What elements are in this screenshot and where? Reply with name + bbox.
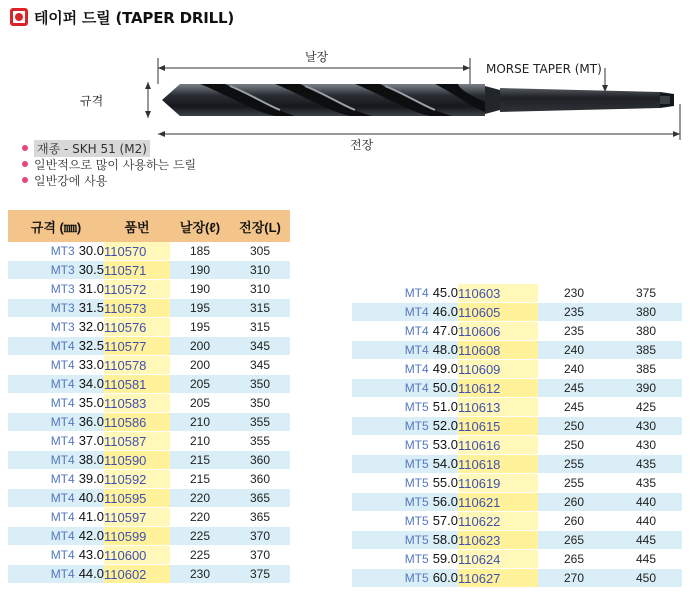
size-cell [8,394,104,413]
morse-taper: MT5 [404,533,429,547]
diameter: 39.0 [78,471,104,486]
flute-length-cell: 235 [538,322,610,341]
header-code: 품번 [104,210,170,242]
table-body-right [352,284,682,588]
flute-length-cell: 195 [170,299,230,318]
flute-length-cell: 250 [538,436,610,455]
flute-length-cell: 265 [538,531,610,550]
code-cell: 110600 [104,546,170,565]
overall-length-cell: 380 [610,322,682,341]
table-row [8,242,290,261]
overall-length-cell: 370 [230,546,290,565]
flute-length-label: 날장 [305,50,329,64]
diameter: 47.0 [432,323,458,338]
flute-length-cell: 185 [170,242,230,261]
table-row [352,398,682,417]
flute-length-cell: 240 [538,360,610,379]
morse-taper: MT5 [404,514,429,528]
size-cell [352,284,458,303]
morse-taper: MT4 [50,548,75,562]
diameter: 36.0 [78,414,104,429]
overall-length-cell: 375 [610,284,682,303]
code-cell: 110571 [104,261,170,280]
code-cell: 110570 [104,242,170,261]
bullet-icon [22,177,28,183]
code-cell: 110597 [104,508,170,527]
code-cell: 110606 [458,322,538,341]
table-body-left [8,242,290,584]
size-cell [8,565,104,584]
table-row [352,550,682,569]
overall-length-cell: 310 [230,280,290,299]
size-cell [8,508,104,527]
overall-length-cell: 390 [610,379,682,398]
code-cell: 110587 [104,432,170,451]
table-header-row [8,210,290,242]
diameter: 31.5 [78,300,104,315]
morse-taper: MT3 [50,263,75,277]
overall-length-cell: 355 [230,432,290,451]
morse-taper: MT3 [50,301,75,315]
table-row [8,261,290,280]
morse-taper: MT5 [404,571,429,585]
size-cell [8,432,104,451]
flute-length-cell: 190 [170,280,230,299]
flute-length-cell: 200 [170,337,230,356]
diameter: 31.0 [78,281,104,296]
morse-taper: MT5 [404,457,429,471]
code-cell: 110592 [104,470,170,489]
flute-length-cell: 240 [538,341,610,360]
diameter: 60.0 [432,570,458,585]
size-cell [352,512,458,531]
diameter: 44.0 [78,566,104,581]
flute-length-cell: 220 [170,489,230,508]
overall-length-cell: 350 [230,375,290,394]
table-row [8,546,290,565]
overall-length-cell: 380 [610,303,682,322]
page-title: 테이퍼 드릴 (TAPER DRILL) [34,8,234,27]
flute-length-cell: 200 [170,356,230,375]
size-cell [352,341,458,360]
diameter: 58.0 [432,532,458,547]
morse-taper: MT4 [50,339,75,353]
table-row [8,375,290,394]
morse-taper: MT3 [50,244,75,258]
code-cell: 110624 [458,550,538,569]
feature-item: 일반적으로 많이 사용하는 드릴 [22,156,196,172]
table-row [8,565,290,584]
size-cell [8,527,104,546]
morse-taper: MT4 [50,453,75,467]
flute-length-cell: 235 [538,303,610,322]
diameter: 50.0 [432,380,458,395]
table-row [352,303,682,322]
overall-length-cell: 345 [230,337,290,356]
size-cell [352,398,458,417]
code-cell: 110605 [458,303,538,322]
diameter: 43.0 [78,547,104,562]
overall-length-cell: 355 [230,413,290,432]
size-cell [352,379,458,398]
flute-length-cell: 205 [170,375,230,394]
diameter: 45.0 [432,285,458,300]
size-cell [352,493,458,512]
overall-length-cell: 440 [610,512,682,531]
size-cell [352,474,458,493]
code-cell: 110616 [458,436,538,455]
code-cell: 110623 [458,531,538,550]
overall-length-cell: 375 [230,565,290,584]
table-row [352,455,682,474]
morse-taper: MT4 [404,381,429,395]
code-cell: 110595 [104,489,170,508]
code-cell: 110627 [458,569,538,588]
diameter: 34.0 [78,376,104,391]
header-size: 규격 (㎜) [8,210,104,242]
diameter: 42.0 [78,528,104,543]
morse-taper: MT5 [404,438,429,452]
flute-length-cell: 225 [170,546,230,565]
overall-length-cell: 440 [610,493,682,512]
bullet-icon [22,161,28,167]
diameter: 41.0 [78,509,104,524]
table-row [352,379,682,398]
morse-taper: MT5 [404,400,429,414]
size-label: 규격 [80,94,104,108]
size-cell [352,303,458,322]
morse-taper: MT4 [50,415,75,429]
diameter: 32.5 [78,338,104,353]
overall-length-cell: 370 [230,527,290,546]
flute-length-cell: 225 [170,527,230,546]
code-cell: 110608 [458,341,538,360]
morse-taper: MT5 [404,552,429,566]
overall-length-cell: 365 [230,508,290,527]
shank-label: MORSE TAPER (MT) [486,62,602,76]
morse-taper: MT4 [50,434,75,448]
flute-length-cell: 245 [538,379,610,398]
size-cell [352,322,458,341]
flute-length-cell: 270 [538,569,610,588]
size-cell [8,280,104,299]
overall-length-cell: 385 [610,360,682,379]
table-row [352,493,682,512]
flute-length-cell: 215 [170,470,230,489]
size-cell [8,489,104,508]
morse-taper: MT4 [404,286,429,300]
table-row [352,417,682,436]
morse-taper: MT3 [50,282,75,296]
size-cell [352,569,458,588]
brand-logo-icon [10,8,28,26]
feature-item: 일반강에 사용 [22,172,196,188]
size-cell [8,242,104,261]
flute-length-cell: 220 [170,508,230,527]
size-cell [8,299,104,318]
overall-length-cell: 350 [230,394,290,413]
overall-length-cell: 435 [610,474,682,493]
diameter: 46.0 [432,304,458,319]
code-cell: 110599 [104,527,170,546]
table-row [352,531,682,550]
spec-table-right [352,284,682,588]
code-cell: 110576 [104,318,170,337]
morse-taper: MT4 [50,529,75,543]
overall-length-cell: 445 [610,550,682,569]
flute-length-cell: 195 [170,318,230,337]
flute-length-cell: 215 [170,451,230,470]
morse-taper: MT4 [50,567,75,581]
diameter: 30.0 [78,243,104,258]
overall-length-cell: 360 [230,470,290,489]
overall-length-cell: 445 [610,531,682,550]
diameter: 37.0 [78,433,104,448]
table-row [352,284,682,303]
code-cell: 110618 [458,455,538,474]
code-cell: 110590 [104,451,170,470]
flute-length-cell: 230 [170,565,230,584]
diameter: 40.0 [78,490,104,505]
feature-item: 재종 - SKH 51 (M2) [22,140,196,156]
diameter: 48.0 [432,342,458,357]
diameter: 49.0 [432,361,458,376]
diameter: 30.5 [78,262,104,277]
header-flute-length: 날장(ℓ) [170,210,230,242]
code-cell: 110578 [104,356,170,375]
morse-taper: MT4 [50,396,75,410]
bullet-icon [22,145,28,151]
table-row [8,470,290,489]
diameter: 32.0 [78,319,104,334]
table-row [352,569,682,588]
morse-taper: MT4 [50,491,75,505]
code-cell: 110622 [458,512,538,531]
size-cell [8,451,104,470]
size-cell [352,417,458,436]
overall-length-cell: 315 [230,299,290,318]
table-row [8,451,290,470]
flute-length-cell: 260 [538,493,610,512]
size-cell [8,546,104,565]
table-row [352,512,682,531]
diameter: 52.0 [432,418,458,433]
morse-taper: MT4 [50,472,75,486]
diameter: 57.0 [432,513,458,528]
morse-taper: MT5 [404,419,429,433]
size-cell [8,470,104,489]
diameter: 38.0 [78,452,104,467]
size-cell [8,337,104,356]
code-cell: 110603 [458,284,538,303]
overall-length-cell: 365 [230,489,290,508]
table-row [8,299,290,318]
morse-taper: MT4 [404,362,429,376]
code-cell: 110602 [104,565,170,584]
flute-length-cell: 250 [538,417,610,436]
table-row [8,489,290,508]
morse-taper: MT4 [404,305,429,319]
overall-length-cell: 360 [230,451,290,470]
table-row [8,394,290,413]
flute-length-cell: 210 [170,413,230,432]
overall-length-cell: 430 [610,436,682,455]
flute-length-cell: 210 [170,432,230,451]
morse-taper: MT4 [50,377,75,391]
code-cell: 110615 [458,417,538,436]
flute-length-cell: 260 [538,512,610,531]
code-cell: 110583 [104,394,170,413]
size-cell [8,318,104,337]
code-cell: 110586 [104,413,170,432]
overall-length-cell: 450 [610,569,682,588]
overall-length-cell: 310 [230,261,290,280]
morse-taper: MT5 [404,495,429,509]
flute-length-cell: 205 [170,394,230,413]
size-cell [352,531,458,550]
size-cell [8,356,104,375]
table-row [8,413,290,432]
morse-taper: MT4 [404,343,429,357]
morse-taper: MT5 [404,476,429,490]
size-cell [8,413,104,432]
diameter: 59.0 [432,551,458,566]
overall-length-label: 전장 [350,138,374,152]
code-cell: 110581 [104,375,170,394]
morse-taper: MT3 [50,320,75,334]
diameter: 33.0 [78,357,104,372]
code-cell: 110573 [104,299,170,318]
flute-length-cell: 255 [538,455,610,474]
size-cell [352,360,458,379]
overall-length-cell: 435 [610,455,682,474]
flute-length-cell: 190 [170,261,230,280]
table-row [352,436,682,455]
code-cell: 110612 [458,379,538,398]
size-cell [352,436,458,455]
size-cell [352,550,458,569]
table-row [352,322,682,341]
table-row [8,508,290,527]
code-cell: 110577 [104,337,170,356]
table-row [8,280,290,299]
title-row [10,6,234,28]
flute-length-cell: 255 [538,474,610,493]
code-cell: 110609 [458,360,538,379]
table-row [352,360,682,379]
code-cell: 110621 [458,493,538,512]
overall-length-cell: 305 [230,242,290,261]
feature-list [22,140,196,188]
morse-taper: MT4 [50,358,75,372]
overall-length-cell: 430 [610,417,682,436]
header-overall-length: 전장(L) [230,210,290,242]
code-cell: 110572 [104,280,170,299]
overall-length-cell: 385 [610,341,682,360]
size-cell [8,375,104,394]
table-row [352,341,682,360]
table-row [8,527,290,546]
flute-length-cell: 230 [538,284,610,303]
diameter: 51.0 [432,399,458,414]
table-row [8,356,290,375]
diameter: 56.0 [432,494,458,509]
diameter: 54.0 [432,456,458,471]
table-row [8,318,290,337]
morse-taper: MT4 [50,510,75,524]
size-cell [8,261,104,280]
morse-taper: MT4 [404,324,429,338]
diameter: 53.0 [432,437,458,452]
spec-table-left [8,210,290,584]
flute-length-cell: 245 [538,398,610,417]
code-cell: 110613 [458,398,538,417]
table-row [352,474,682,493]
diameter: 35.0 [78,395,104,410]
table-row [8,432,290,451]
size-cell [352,455,458,474]
overall-length-cell: 425 [610,398,682,417]
code-cell: 110619 [458,474,538,493]
flute-length-cell: 265 [538,550,610,569]
overall-length-cell: 315 [230,318,290,337]
diameter: 55.0 [432,475,458,490]
overall-length-cell: 345 [230,356,290,375]
table-row [8,337,290,356]
